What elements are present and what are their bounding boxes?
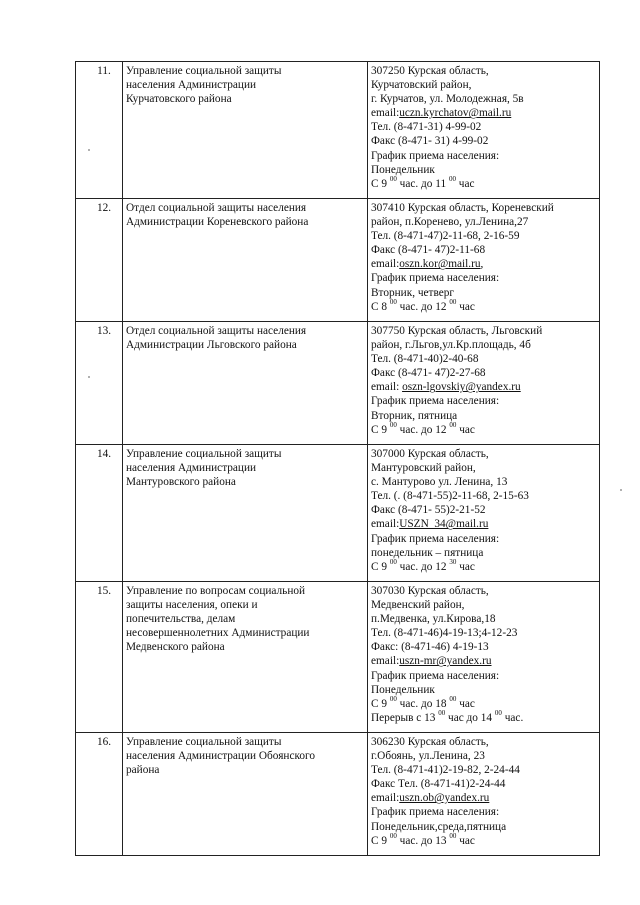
institution-name-line: района xyxy=(126,764,160,777)
institution-name-line: Управление социальной защиты xyxy=(126,736,282,748)
contact-line: 307750 Курская область, Льговский xyxy=(371,325,543,337)
table-row xyxy=(76,445,600,582)
hours-text: час xyxy=(455,177,475,190)
email-line xyxy=(371,380,596,394)
minutes-superscript: 00 xyxy=(494,709,502,718)
institution-name-line: населения Администрации Обоянского xyxy=(126,750,316,763)
minutes-superscript: 00 xyxy=(389,420,397,429)
hours-text: час. xyxy=(501,711,524,724)
row-number-cell xyxy=(76,199,123,322)
hours-text: С 9 xyxy=(371,177,390,190)
row-number-cell xyxy=(76,322,123,445)
row-number: 16. xyxy=(96,736,112,748)
minutes-superscript: 00 xyxy=(389,831,397,840)
contact-cell xyxy=(368,62,600,199)
contact-line: 307030 Курская область, xyxy=(371,585,489,597)
minutes-superscript: 00 xyxy=(448,174,456,183)
reception-hours xyxy=(371,831,596,848)
contact-line: район, г.Льгов,ул.Кр.площадь, 4б xyxy=(371,339,531,352)
contact-line: Понедельник,среда,пятница xyxy=(371,820,507,833)
hours-text: час. до 12 xyxy=(396,560,450,573)
institution-name-cell xyxy=(123,322,368,445)
email-link[interactable]: USZN_34@mail.ru xyxy=(399,518,489,531)
institution-name-line: Курчатовского района xyxy=(126,93,232,106)
institution-name-cell xyxy=(123,445,368,582)
institution-name-line: Администрации Льговского района xyxy=(126,339,297,352)
hours-text: час. до 11 xyxy=(396,177,449,190)
email-link[interactable]: uczn.kyrchatov@mail.ru xyxy=(399,107,512,120)
institution-name-line: населения Администрации xyxy=(126,79,257,92)
email-line xyxy=(371,654,596,668)
email-prefix: email: xyxy=(371,655,400,668)
contact-line: Тел. (. (8-471-55)2-11-68, 2-15-63 xyxy=(371,490,529,503)
institution-name-cell xyxy=(123,582,368,733)
contact-line: понедельник – пятница xyxy=(371,546,484,559)
reception-hours xyxy=(371,174,596,191)
email-prefix: email: xyxy=(371,792,400,805)
minutes-superscript: 00 xyxy=(389,694,397,703)
email-link[interactable]: uszn.ob@yandex.ru xyxy=(399,792,490,805)
contact-line: График приема населения: xyxy=(371,806,500,819)
hours-text: С 9 xyxy=(371,560,390,573)
minutes-superscript: 00 xyxy=(389,297,397,306)
row-number: 12. xyxy=(96,202,112,214)
email-line xyxy=(371,791,596,805)
contact-line: Тел. (8-471-31) 4-99-02 xyxy=(371,121,482,134)
hours-text: час. до 18 xyxy=(396,697,450,710)
institution-name-line: защиты населения, опеки и xyxy=(126,599,258,612)
email-line xyxy=(371,257,596,271)
contact-line: Тел. (8-471-40)2-40-68 xyxy=(371,353,479,366)
hours-text: час. до 12 xyxy=(396,300,450,313)
email-line xyxy=(371,517,596,531)
contact-line: г. Курчатов, ул. Молодежная, 5в xyxy=(371,93,524,106)
contact-line: График приема населения: xyxy=(371,272,500,285)
contact-line: 307000 Курская область, xyxy=(371,448,489,460)
contact-line: Тел. (8-471-47)2-11-68, 2-16-59 xyxy=(371,230,520,243)
hours-text: час до 14 xyxy=(445,711,495,724)
contact-cell xyxy=(368,445,600,582)
contact-line: Факс (8-471- 47)2-11-68 xyxy=(371,244,486,257)
minutes-superscript: 00 xyxy=(449,297,457,306)
contact-cell xyxy=(368,199,600,322)
contact-line: Понедельник xyxy=(371,683,435,696)
contact-line: г.Обоянь, ул.Ленина, 23 xyxy=(371,750,485,763)
hours-text: С 9 xyxy=(371,834,390,847)
scan-speck xyxy=(88,376,90,378)
reception-hours xyxy=(371,694,596,711)
contact-line: 307410 Курская область, Кореневский xyxy=(371,202,554,214)
contact-cell xyxy=(368,582,600,733)
minutes-superscript: 00 xyxy=(389,174,397,183)
email-prefix: email: xyxy=(371,107,400,120)
contact-line: График приема населения: xyxy=(371,532,500,545)
row-number: 11. xyxy=(97,65,111,77)
hours-text: час xyxy=(456,300,475,313)
institution-name-line: Управление социальной защиты xyxy=(126,448,282,460)
contact-line: Факс Тел. (8-471-41)2-24-44 xyxy=(371,778,506,791)
row-number-cell xyxy=(76,733,123,856)
institution-name-line: Медвенского района xyxy=(126,641,225,654)
contact-line: Медвенский район, xyxy=(371,599,465,612)
institution-name-cell xyxy=(123,62,368,199)
contact-line: График приема населения: xyxy=(371,149,500,162)
minutes-superscript: 00 xyxy=(449,694,457,703)
hours-text: С 8 xyxy=(371,300,390,313)
hours-text: час xyxy=(456,423,475,436)
contact-line: График приема населения: xyxy=(371,669,500,682)
table-row xyxy=(76,733,600,856)
table-row xyxy=(76,322,600,445)
contact-line: с. Мантурово ул. Ленина, 13 xyxy=(371,476,508,489)
minutes-superscript: 30 xyxy=(449,557,457,566)
institution-name-line: Управление социальной защиты xyxy=(126,65,282,77)
email-link[interactable]: oszn-lgovskiy@yandex.ru xyxy=(402,381,521,394)
row-number: 14. xyxy=(96,448,112,460)
hours-text: час. до 12 xyxy=(396,423,450,436)
hours-text: час. до 13 xyxy=(396,834,450,847)
table-row xyxy=(76,62,600,199)
scan-speck xyxy=(88,149,90,151)
minutes-superscript: 00 xyxy=(449,831,457,840)
row-number: 15. xyxy=(96,585,112,597)
contact-line: Вторник, пятница xyxy=(371,409,458,422)
contact-line: Факс: (8-471-46) 4-19-13 xyxy=(371,641,489,654)
scan-speck xyxy=(620,489,622,491)
hours-text: час xyxy=(456,697,475,710)
email-suffix: , xyxy=(480,258,484,271)
institution-name-cell xyxy=(123,199,368,322)
email-prefix: email: xyxy=(371,258,400,271)
minutes-superscript: 00 xyxy=(438,709,446,718)
contact-line: 306230 Курская область, xyxy=(371,736,489,748)
hours-text: С 9 xyxy=(371,423,390,436)
institution-name-line: населения Администрации xyxy=(126,462,257,475)
hours-text: час xyxy=(456,560,475,573)
row-number-cell xyxy=(76,582,123,733)
institution-name-line: Отдел социальной защиты населения xyxy=(126,325,307,337)
hours-text: Перерыв с 13 xyxy=(371,711,439,724)
contact-line: Вторник, четверг xyxy=(371,286,455,299)
table-row xyxy=(76,582,600,733)
reception-hours xyxy=(371,557,596,574)
contact-line: Тел. (8-471-41)2-19-82, 2-24-44 xyxy=(371,764,520,777)
table-row xyxy=(76,199,600,322)
contact-line: Факс (8-471- 31) 4-99-02 xyxy=(371,135,489,148)
institutions-table xyxy=(75,61,600,856)
hours-text: час xyxy=(456,834,475,847)
contact-line: Факс (8-471- 47)2-27-68 xyxy=(371,367,486,380)
row-number: 13. xyxy=(96,325,112,337)
institution-name-line: несовершеннолетних Администрации xyxy=(126,627,310,640)
reception-hours xyxy=(371,711,596,725)
row-number-cell xyxy=(76,445,123,582)
institution-name-line: Мантуровского района xyxy=(126,476,236,489)
contact-line: п.Медвенка, ул.Кирова,18 xyxy=(371,613,496,626)
email-prefix: email: xyxy=(371,381,403,394)
contact-cell xyxy=(368,322,600,445)
contact-line: Курчатовский район, xyxy=(371,79,472,92)
email-prefix: email: xyxy=(371,518,400,531)
contact-cell xyxy=(368,733,600,856)
email-link[interactable]: oszn.kor@mail.ru xyxy=(399,258,481,271)
minutes-superscript: 00 xyxy=(449,420,457,429)
institution-name-line: попечительства, делам xyxy=(126,613,236,626)
contact-line: Факс (8-471- 55)2-21-52 xyxy=(371,504,486,517)
contact-line: Мантуровский район, xyxy=(371,462,476,475)
reception-hours xyxy=(371,420,596,437)
contact-line: Тел. (8-471-46)4-19-13;4-12-23 xyxy=(371,627,518,640)
contact-line: Понедельник xyxy=(371,163,435,176)
contact-line: район, п.Коренево, ул.Ленина,27 xyxy=(371,216,529,229)
institution-name-cell xyxy=(123,733,368,856)
minutes-superscript: 00 xyxy=(389,557,397,566)
institution-name-line: Отдел социальной защиты населения xyxy=(126,202,307,214)
email-line xyxy=(371,106,596,120)
institution-name-line: Управление по вопросам социальной xyxy=(126,585,306,597)
email-link[interactable]: uszn-mr@yandex.ru xyxy=(399,655,492,668)
contact-line: График приема населения: xyxy=(371,395,500,408)
contact-line: 307250 Курская область, xyxy=(371,65,489,77)
institution-name-line: Администрации Кореневского района xyxy=(126,216,309,229)
hours-text: С 9 xyxy=(371,697,390,710)
row-number-cell xyxy=(76,62,123,199)
table-body xyxy=(76,62,600,856)
reception-hours xyxy=(371,297,596,314)
